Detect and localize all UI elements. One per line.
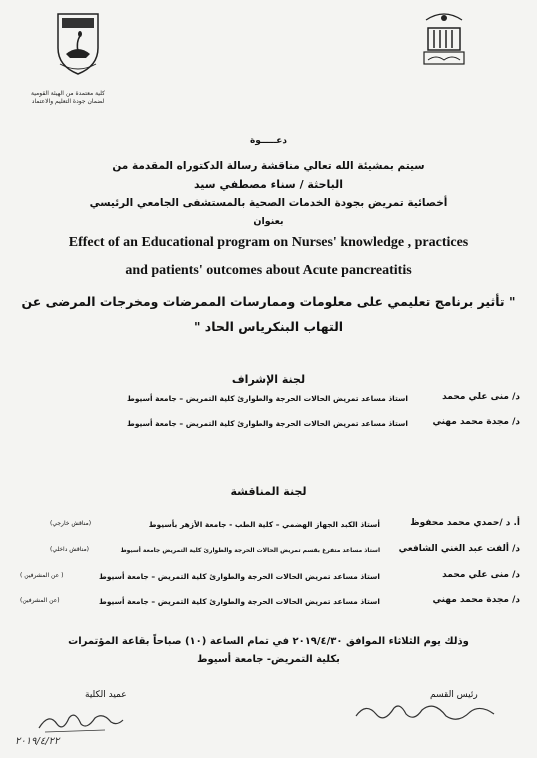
researcher-position: أخصائية تمريض بجودة الخدمات الصحية بالمستشفى الجامعي الرئيسي bbox=[89, 197, 448, 209]
examiner-position: أستاذ الكبد الجهاز الهضمي – كلية الطب - جامعة الأزهر بأسيوط bbox=[148, 520, 380, 529]
supervisor-position: استاذ مساعد تمريض الحالات الحرجة والطوارئ كلية التمريض – جامعة أسيوط bbox=[127, 419, 408, 428]
examiner-name: د/ مجدة محمد مهني bbox=[432, 595, 520, 605]
examiner-note: (مناقش داخلي) bbox=[50, 546, 89, 553]
supervisor-position: استاذ مساعد تمريض الحالات الحرجة والطوارئ كلية التمريض – جامعة أسيوط bbox=[127, 394, 408, 403]
examiner-position: استاذ مساعد تمريض الحالات الحرجة والطوارئ كلية التمريض – جامعة أسيوط bbox=[99, 572, 380, 581]
examiner-note: (مناقش خارجي) bbox=[50, 520, 92, 527]
supervisor-name: د/ مجدة محمد مهني bbox=[432, 417, 520, 427]
date-time-venue-line: وذلك يوم الثلاثاء الموافق ٢٠١٩/٤/٣٠ في تمام الساعة (١٠) صباحاً بقاعة المؤتمرات bbox=[68, 636, 469, 647]
entitled-label: بعنوان bbox=[253, 216, 284, 227]
invitation-title: دعـــــوة bbox=[249, 136, 288, 146]
supervisor-row bbox=[20, 417, 520, 433]
department-head-label: رئيس القسم bbox=[430, 690, 478, 700]
nursing-faculty-logo bbox=[52, 8, 104, 80]
supervisor-row bbox=[20, 392, 520, 408]
accreditation-line-1: كلية معتمدة من الهيئة القومية bbox=[31, 90, 105, 97]
english-title-line-2: and patients' outcomes about Acute pancreatitis bbox=[125, 263, 412, 278]
examiner-row bbox=[20, 544, 520, 560]
dean-label: عميد الكلية bbox=[85, 690, 127, 700]
supervision-committee-title: لجنة الإشراف bbox=[231, 373, 306, 386]
english-title-line-1: Effect of an Educational program on Nurses' knowledge , practices bbox=[68, 235, 469, 250]
examination-committee-title: لجنة المناقشة bbox=[230, 485, 307, 498]
examiner-position: استاذ مساعد تمريض الحالات الحرجة والطوارئ كلية التمريض – جامعة أسيوط bbox=[99, 597, 380, 606]
examiner-row bbox=[20, 518, 520, 534]
venue-line: بكلية التمريض- جامعة أسيوط bbox=[197, 654, 340, 665]
examiner-row bbox=[20, 595, 520, 611]
dean-signature bbox=[35, 706, 125, 736]
examiner-note: (عن المشرفين) bbox=[20, 597, 60, 604]
assiut-university-logo bbox=[418, 6, 470, 74]
examiner-row bbox=[20, 570, 520, 586]
arabic-title-line-1: " تأثير برنامج تعليمي على معلومات وممارسات الممرضات ومخرجات المرضى عن bbox=[21, 294, 516, 309]
researcher-name: الباحثة / سناء مصطفي سيد bbox=[193, 178, 344, 191]
examiner-name: د/ منى علي محمد bbox=[442, 570, 520, 580]
supervisor-name: د/ منى علي محمد bbox=[442, 392, 520, 402]
examiner-position: استاذ مساعد متفرغ بقسم تمريض الحالات الحرجة والطوارئ كلية التمريض جامعة أسيوط bbox=[120, 547, 380, 554]
intro-line: سيتم بمشيئة الله تعالي مناقشة رسالة الدكتوراه المقدمة من bbox=[112, 160, 425, 172]
department-head-signature bbox=[350, 698, 500, 728]
examiner-name: د/ ألفت عبد الغني الشافعي bbox=[398, 544, 520, 554]
examiner-note: ( عن المشرفين ) bbox=[20, 572, 64, 579]
accreditation-note bbox=[22, 90, 114, 106]
handwritten-date: ٢٠١٩/٤/٢٢ bbox=[15, 736, 60, 747]
examiner-name: أ. د /حمدي محمد محفوظ bbox=[410, 518, 520, 528]
accreditation-line-2: لضمان جودة التعليم والاعتماد bbox=[31, 98, 105, 105]
arabic-title-line-2: التهاب البنكرياس الحاد " bbox=[193, 319, 344, 334]
